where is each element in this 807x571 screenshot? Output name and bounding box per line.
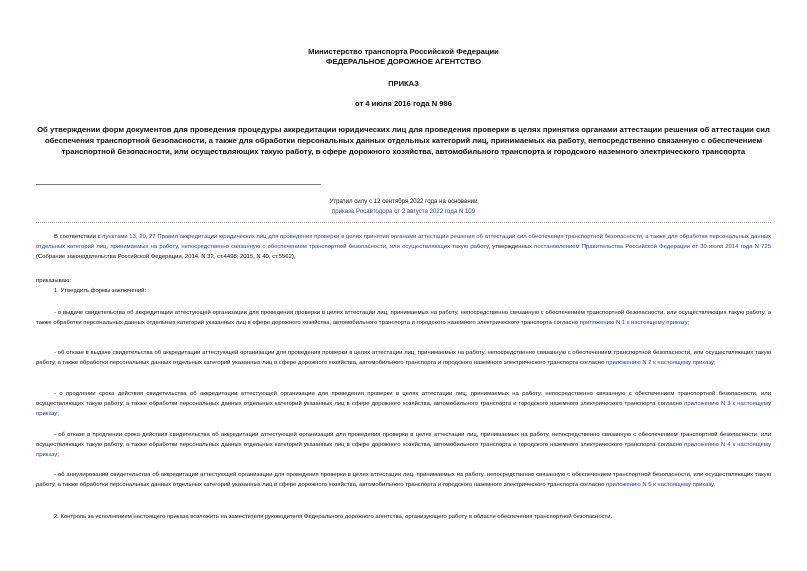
form-item-text: - об отказе в выдаче свидетельства об аккредитации аттестующей организации для проведения проверки в целях аттестации лиц, принимаемых на работу, непосредственно связанную с обеспечением транспортной безопасности, или осуществляющих такую работу, а также обработки персональных данных отдельных категорий указанных лиц в сфере дорожного хозяйства, автомобильного транспорта и городского наземного электрического транспорта согласно: [36, 350, 771, 367]
appendix-2-link[interactable]: приложению N 2 к настоящему приказу: [606, 360, 714, 367]
document-type: ПРИКАЗ: [388, 79, 419, 88]
lost-force-note: Утратил силу с 12 сентября 2022 года на основании: [329, 198, 478, 205]
item-1: 1. Утвердить формы заключений:: [54, 288, 147, 294]
form-item-text: - о выдаче свидетельства об аккредитации аттестующей организации для проведения проверки в целях аттестации лиц, принимаемых на работу, непосредственно связанную с обеспечением транспортной безопасности, или осуществляющих такую работу, а также обработки персональных данных отдельных категорий указанных лиц в сфере дорожного хозяйства, автомобильного транспорта и городского наземного электрического транспорта согласно: [36, 310, 771, 327]
form-item-end: ;: [713, 360, 716, 367]
ministry-name: Министерство транспорта Российской Федерации: [308, 47, 499, 56]
document-date-number: от 4 июля 2016 года N 986: [355, 99, 452, 108]
appendix-3-link[interactable]: приложению N 3 к настоящему приказу: [36, 401, 771, 418]
rules-link[interactable]: пунктами 13, 20, 27 Правил аккредитации юридических лиц для проведения проверки в целях принятия органами аттестации решения об аттестации сил обеспечения транспортной безопасности, а также для обработки персональных данных отдельных категорий лиц, принимаемых на работу, непосредственно связанную с обеспечением транспортной безопасности, или осуществляющих такую работу: [36, 234, 771, 251]
form-item-text: - об аннулировании свидетельства об аккредитации аттестующей организации для проведения проверки в целях аттестации лиц, принимаемых на работу, непосредственно связанную с обеспечением транспортной безопасности, или осуществляющих такую работу, а также обработки персональных данных отдельных категорий указанных лиц в сфере дорожного хозяйства, автомобильного транспорта и городского наземного электрического транспорта согласно: [36, 472, 771, 489]
form-item-1: [36, 308, 771, 328]
form-item-2: [36, 348, 771, 368]
prikazyvayu-line: приказываю:: [36, 278, 72, 284]
intro-text-2: , утвержденных: [488, 244, 535, 251]
form-item-3: [36, 389, 771, 420]
appendix-5-link[interactable]: приложению N 5 к настоящему приказу: [606, 482, 714, 489]
form-item-4: [36, 430, 771, 461]
agency-name: ФЕДЕРАЛЬНОЕ ДОРОЖНОЕ АГЕНТСТВО: [326, 57, 481, 66]
document-title: Об утверждении форм документов для проведения процедуры аккредитации юридических лиц для проведения проверки в целях принятия органами аттестации решения об аттестации сил обеспечения транспортной безопасности, а также для обработки персональных данных отдельных категорий лиц, принимаемых на работу, непосредственно связанную с обеспечением транспортной безопасности, или осуществляющих такую работу, в сфере дорожного хозяйства, автомобильного транспорта и городского наземного электрического транспорта: [37, 125, 770, 156]
appendix-4-link[interactable]: приложению N 4 к настоящему приказу: [36, 442, 771, 459]
form-item-text: - о продлении срока действия свидетельства об аккредитации аттестующей организации для проведения проверки в целях аттестации лиц, принимаемых на работу, непосредственно связанную с обеспечением транспортной безопасности, или осуществляющих такую работу, а также обработки персональных данных отдельных категорий указанных лиц в сфере дорожного хозяйства, автомобильного транспорта и городского наземного электрического транспорта согласно: [36, 391, 771, 408]
divider-dotted: [36, 222, 771, 223]
form-item-end: ;: [57, 411, 59, 418]
form-item-5: [36, 470, 771, 490]
lost-force-order-link[interactable]: приказа Росавтодора от 2 августа 2022 года N 109: [331, 208, 476, 215]
intro-paragraph: [36, 232, 771, 263]
intro-text-1: В соответствии с: [54, 234, 103, 240]
resolution-link[interactable]: постановлением Правительства Российской Федерации от 30 июля 2014 года N 725: [534, 244, 771, 251]
form-item-end: .: [713, 482, 715, 489]
intro-text-3: (Собрание законодательства Российской Федерации, 2014, N 32, ст.4498; 2015, N 40, ст.5562),: [36, 254, 296, 261]
form-item-end: ;: [57, 452, 59, 459]
form-item-end: ;: [687, 320, 690, 327]
appendix-1-link[interactable]: приложению N 1 к настоящему приказу: [579, 320, 688, 327]
form-item-text: - об отказе в продлении срока действия свидетельства об аккредитации аттестующей организации для проведения проверки в целях аттестации лиц, принимаемых на работу, непосредственно связанную с обеспечением транспортной безопасности, или осуществляющих такую работу, а также обработки персональных данных отдельных категорий указанных лиц в сфере дорожного хозяйства, автомобильного транспорта и городского наземного электрического транспорта согласно: [36, 432, 771, 449]
divider-short: [36, 184, 321, 185]
item-2: 2. Контроль за исполнением настоящего приказа возложить на заместителя руководителя Федерального дорожного агентства, организующего работу в области обеспечения транспортной безопасности.: [54, 514, 613, 520]
